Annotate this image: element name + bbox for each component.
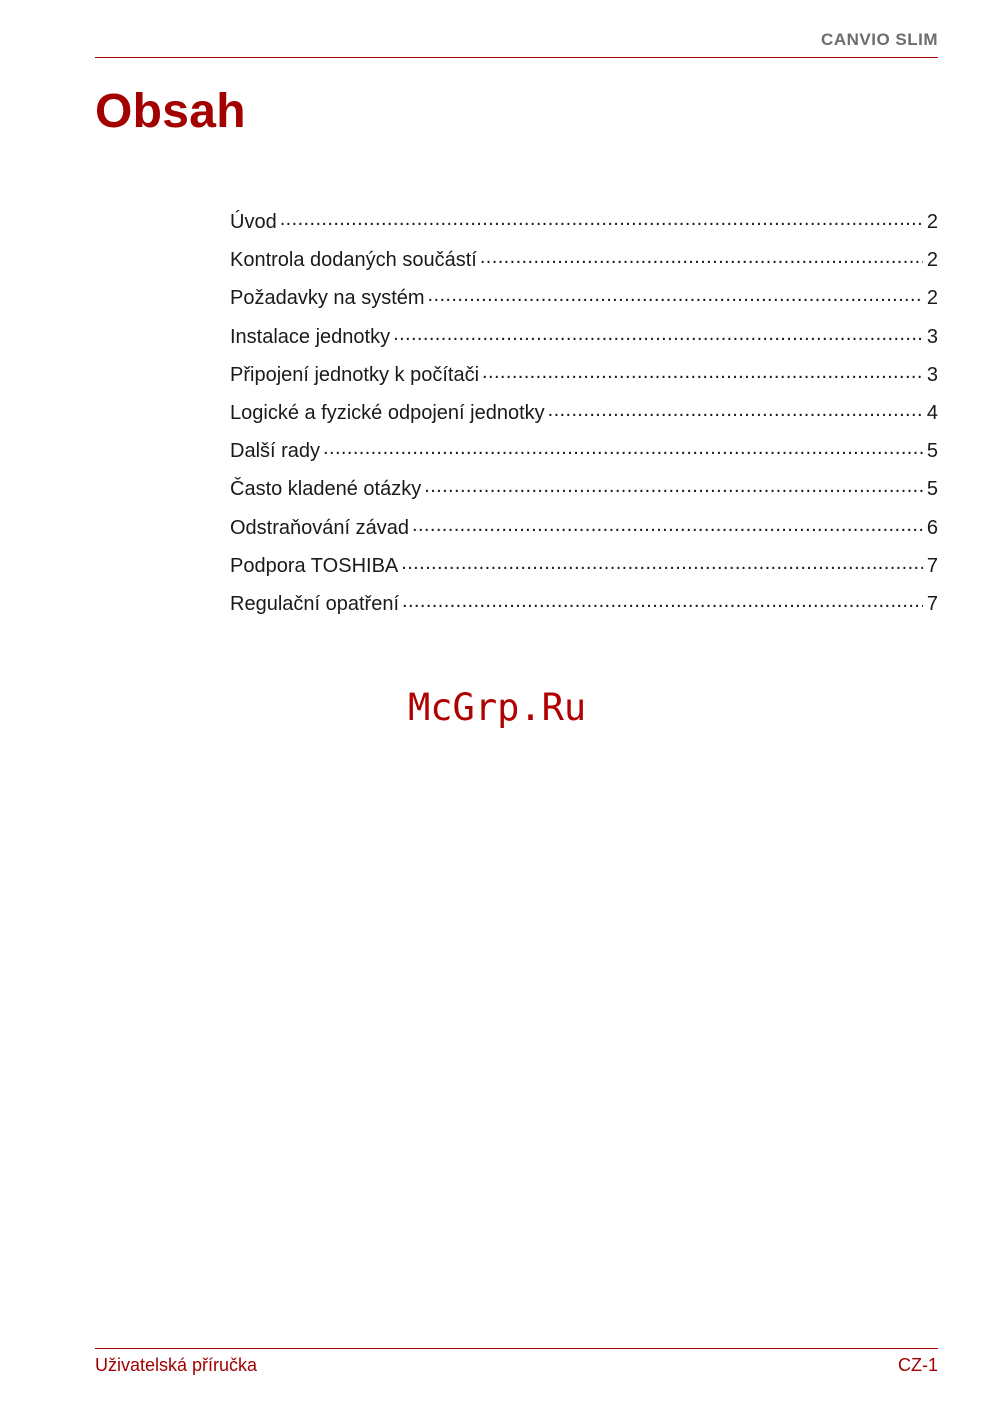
- toc-dot-leader: [393, 323, 923, 343]
- toc-entry-page: 4: [926, 401, 938, 424]
- toc-entry[interactable]: [230, 323, 938, 361]
- toc-entry-label: Další rady: [230, 440, 321, 463]
- footer-page-number: CZ-1: [898, 1355, 938, 1375]
- toc-entry-page: 2: [926, 287, 938, 310]
- toc-entry-label: Instalace jednotky: [230, 325, 391, 348]
- footer-rule: [95, 1348, 938, 1349]
- toc-dot-leader: [412, 514, 923, 534]
- toc-entry-page: 3: [926, 325, 938, 348]
- toc-entry-label: Podpora TOSHIBA: [230, 554, 399, 577]
- toc-dot-leader: [428, 284, 923, 304]
- toc-entry-label: Logické a fyzické odpojení jednotky: [230, 401, 545, 424]
- toc-dot-leader: [548, 399, 923, 419]
- toc-entry[interactable]: [230, 437, 938, 475]
- toc-entry-label: Požadavky na systém: [230, 287, 425, 310]
- toc-entry-label: Regulační opatření: [230, 592, 400, 615]
- toc-entry[interactable]: [230, 590, 938, 628]
- toc-entry[interactable]: [230, 475, 938, 513]
- toc-entry-label: Často kladené otázky: [230, 478, 422, 501]
- toc-entry-page: 7: [926, 592, 938, 615]
- toc-entry[interactable]: [230, 246, 938, 284]
- toc-entry[interactable]: [230, 552, 938, 590]
- toc-dot-leader: [482, 361, 923, 381]
- toc-dot-leader: [323, 437, 923, 457]
- toc-entry-page: 5: [926, 478, 938, 501]
- footer-manual-title: Uživatelská příručka: [95, 1355, 258, 1375]
- toc-dot-leader: [402, 590, 923, 610]
- page-title: Obsah: [95, 85, 246, 138]
- header-product-name: CANVIO SLIM: [821, 30, 938, 49]
- toc-entry[interactable]: [230, 208, 938, 246]
- toc-entry[interactable]: [230, 361, 938, 399]
- toc-entry-label: Kontrola dodaných součástí: [230, 249, 477, 272]
- watermark: McGrp.Ru: [408, 686, 587, 729]
- toc-entry[interactable]: [230, 284, 938, 322]
- toc-entry-label: Připojení jednotky k počítači: [230, 363, 480, 386]
- toc-dot-leader: [480, 246, 923, 266]
- toc-entry-page: 2: [926, 249, 938, 272]
- toc-entry-label: Odstraňování závad: [230, 516, 409, 539]
- toc-entry-page: 5: [926, 440, 938, 463]
- toc-entry-page: 2: [926, 211, 938, 233]
- toc-entry[interactable]: [230, 399, 938, 437]
- toc-entry-page: 7: [926, 554, 938, 577]
- toc-dot-leader: [424, 475, 923, 495]
- toc-dot-leader: [280, 208, 923, 228]
- table-of-contents: [230, 208, 938, 628]
- toc-entry[interactable]: [230, 514, 938, 552]
- toc-entry-page: 6: [926, 516, 938, 539]
- toc-entry-label: Úvod: [230, 211, 277, 233]
- toc-entry-page: 3: [926, 363, 938, 386]
- header-rule: [95, 57, 938, 58]
- toc-dot-leader: [401, 552, 923, 572]
